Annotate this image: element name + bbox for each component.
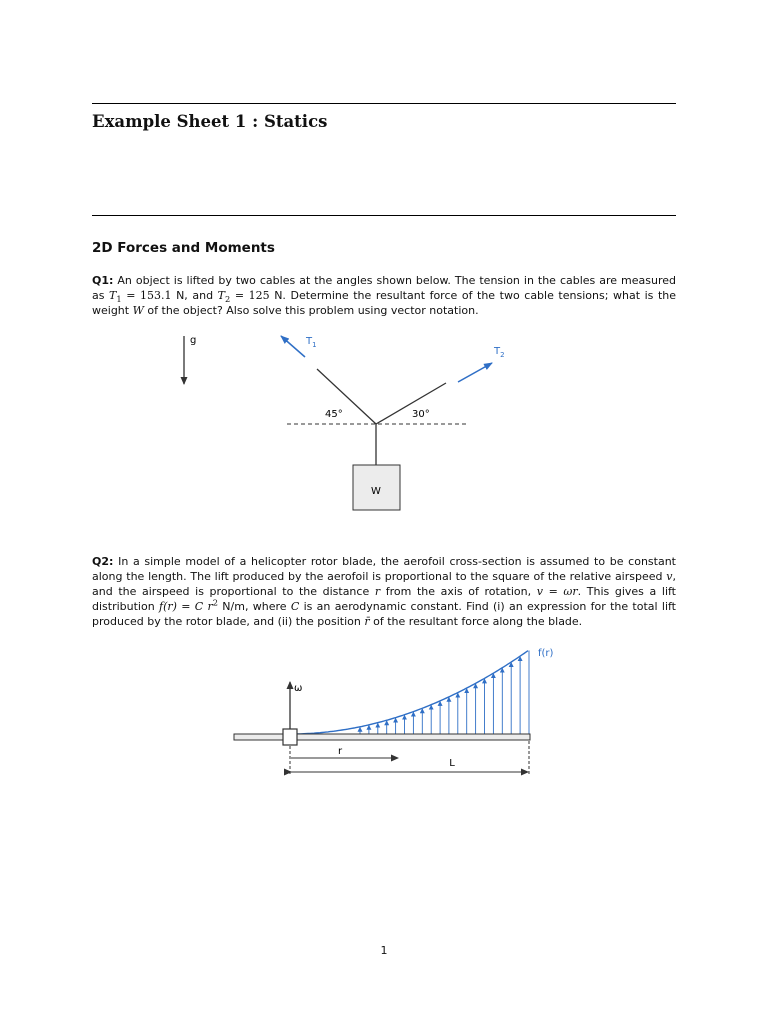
- q1-math-t2-sub: 2: [225, 294, 231, 305]
- t2-label-letter: T: [494, 346, 501, 357]
- q2-text-2: , and the airspeed is proportional to the distance: [92, 570, 676, 598]
- q1-label: Q1:: [92, 274, 114, 287]
- q1-math-t1-sub: 1: [116, 294, 122, 305]
- q2-math-lift-exponent: 2: [212, 597, 218, 608]
- q2-label: Q2:: [92, 555, 114, 568]
- t1-label-subscript: 1: [312, 341, 317, 349]
- q2-text-6: is an aerodynamic constant. Find (i) an expression for the total lift produced by the rotor blade, and (ii) the position: [92, 600, 676, 628]
- q2-math-rbar: r̄: [364, 615, 370, 628]
- q2-math-velocity-eq: v = ωr: [536, 585, 578, 598]
- q1-text-2: N, and: [171, 289, 218, 302]
- angle-left-label: 45°: [325, 409, 343, 420]
- q1-text-4: of the object? Also solve this problem using vector notation.: [143, 304, 479, 317]
- sheet-title: Example Sheet 1 : Statics: [92, 112, 328, 131]
- q2-text-7: of the resultant force along the blade.: [369, 615, 583, 628]
- rotor-blade: [234, 734, 530, 740]
- q1-math-t2-value: = 125: [230, 289, 270, 302]
- q2-math-v: v: [666, 570, 673, 583]
- q2-math-c: C: [290, 600, 300, 613]
- t1-label-letter: T: [306, 336, 313, 347]
- weight-label: W: [371, 486, 381, 497]
- t2-label-subscript: 2: [500, 351, 505, 359]
- q2-text-4: . This gives a lift distribution: [92, 585, 676, 613]
- l-dimension-label: L: [449, 758, 455, 769]
- lift-function-label: f(r): [538, 648, 554, 659]
- q1-math-t2: T: [217, 289, 225, 302]
- q2-math-r: r: [374, 585, 381, 598]
- omega-label: ω: [294, 683, 303, 694]
- gravity-label: g: [190, 335, 197, 346]
- q1-text-1: An object is lifted by two cables at the angles shown below. The tension in the cables are measured as: [92, 274, 676, 302]
- q2-text-3: from the axis of rotation,: [380, 585, 537, 598]
- r-dimension-label: r: [337, 746, 343, 757]
- section-title: 2D Forces and Moments: [92, 240, 275, 256]
- q1-math-t1-value: = 153.1: [121, 289, 172, 302]
- q2-math-lift-eq: f(r) = C r: [159, 600, 213, 613]
- q2-text-5: N/m, where: [217, 600, 291, 613]
- q2-text-1: In a simple model of a helicopter rotor blade, the aerofoil cross-section is assumed to be constant along the length. The lift produced by the aerofoil is proportional to the square of the relative airspeed: [92, 555, 676, 583]
- lift-distribution-arrows: [360, 651, 529, 735]
- lift-distribution-curve: [290, 651, 528, 734]
- q1-text-3: N. Determine the resultant force of the two cable tensions; what is the weight: [92, 289, 676, 317]
- q1-math-t1: T: [109, 289, 117, 302]
- angle-right-label: 30°: [412, 409, 430, 420]
- page-number: 1: [380, 944, 388, 957]
- q1-math-w: W: [132, 304, 144, 317]
- rotor-hub: [283, 729, 297, 745]
